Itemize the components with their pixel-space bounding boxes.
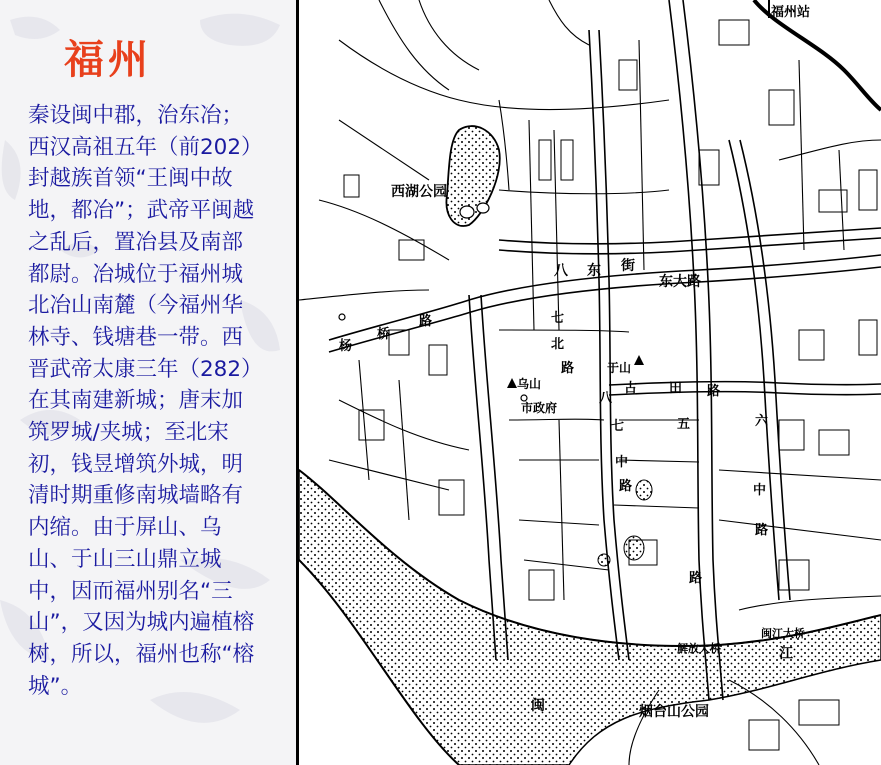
yushan-label: 于山 xyxy=(607,361,632,375)
bei-char-label: 北 xyxy=(551,337,565,352)
wu-char-label: 五 xyxy=(677,417,691,432)
yangqiao-road-label: 路 xyxy=(419,314,433,329)
text-panel xyxy=(0,0,296,765)
qi-char-label: 七 xyxy=(611,419,625,434)
bottom-road-label: 路 xyxy=(689,571,703,586)
mid-road-label: 路 xyxy=(619,479,633,494)
qi-north-char-label: 七 xyxy=(551,311,565,326)
north-road-label: 路 xyxy=(561,361,575,376)
fuzhou-city-map xyxy=(299,0,881,765)
dongda-road-label: 东大路 xyxy=(659,274,701,290)
west-lake-park-label: 西湖公园 xyxy=(391,184,447,200)
zhong-char-2-label: 中 xyxy=(753,483,767,498)
yantaishan-park-label: 烟台山公园 xyxy=(639,704,709,720)
tian-char-label: 田 xyxy=(669,381,683,396)
ba-char-label: 八 xyxy=(599,391,613,406)
liu-char-label: 六 xyxy=(755,414,769,429)
wushan-label: 乌山 xyxy=(517,377,542,391)
minjiang-bridge-label: 闽江大桥 xyxy=(761,627,805,640)
yang-char-label: 杨 xyxy=(339,339,353,354)
dong-char-label: 东 xyxy=(587,263,601,279)
page-title: 福州 xyxy=(64,36,152,83)
gu-char-label: 古 xyxy=(624,381,638,396)
zhong-char-1-label: 中 xyxy=(615,455,629,470)
gutian-road-label: 路 xyxy=(707,384,721,399)
shizhengfu-label: 市政府 xyxy=(521,401,558,415)
right-road-label: 路 xyxy=(755,523,769,538)
qiao-char-label: 桥 xyxy=(377,327,391,342)
jiefang-bridge-label: 解放大桥 xyxy=(677,642,721,655)
jiang-char-label: 江 xyxy=(779,646,793,662)
station-label: 福州站 xyxy=(771,5,811,20)
min-char-label: 闽 xyxy=(531,698,545,714)
jie-char-label: 街 xyxy=(621,258,635,274)
bayi-char-label: 八 xyxy=(554,263,568,279)
description-text: 秦设闽中郡，治东冶；西汉高祖五年（前202）封越族首领“王闽中故地，都冶”；武帝平闽越之乱后，置冶县及南部都尉。冶城位于福州城北冶山南麓（今福州华林寺、钱塘巷一带。西晋武帝太康三年（282）在其南建新城；唐末加筑罗城/夹城；至北宋初，钱昱增筑外城，明清时期重修南城墙略有内缩。由于屏山、乌山、于山三山鼎立城中，因而福州别名“三山”，又因为城内遍植榕树，所以，福州也称“榕城”。 xyxy=(28,103,255,699)
